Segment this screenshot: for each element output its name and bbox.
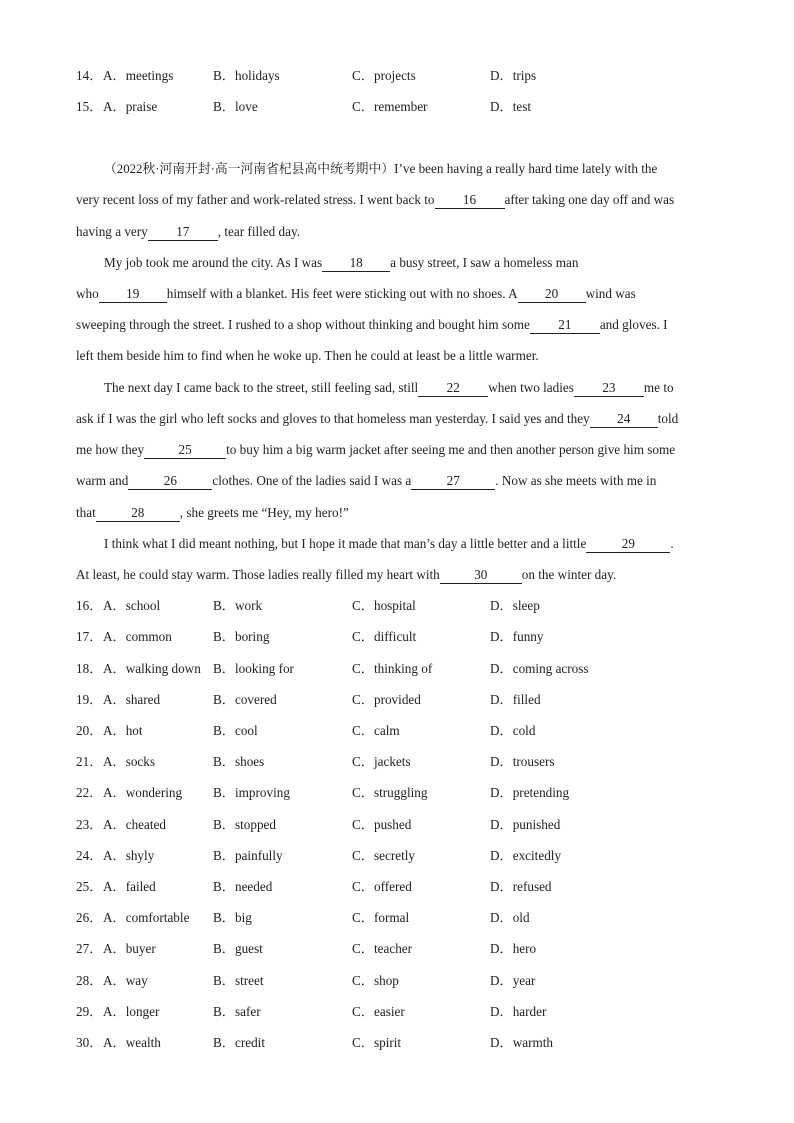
option-d: D．trips xyxy=(490,68,537,83)
option-d: D．refused xyxy=(490,879,552,894)
option-d: D．test xyxy=(490,99,532,114)
option-d: D．sleep xyxy=(490,598,540,613)
option-c: C．thinking of xyxy=(352,661,433,676)
blank-28: 28 xyxy=(96,505,180,522)
blank-22: 22 xyxy=(418,380,488,397)
blank-17: 17 xyxy=(148,224,218,241)
option-a: A．wondering xyxy=(103,785,183,800)
passage-line: very recent loss of my father and work-related stress. I went back to 16 after taking one day off and was xyxy=(76,192,675,207)
option-c: C．difficult xyxy=(352,629,417,644)
question-number: 28． xyxy=(76,973,103,988)
option-c: C．offered xyxy=(352,879,412,894)
passage-line: （2022秋·河南开封·高一河南省杞县高中统考期中）I’ve been having a really hard time lately with the xyxy=(104,161,658,176)
passage-line: warm and 26 clothes. One of the ladies said I was a 27 . Now as she meets with me in xyxy=(76,473,657,488)
option-b: B．looking for xyxy=(213,661,294,676)
option-a: A．cheated xyxy=(103,817,166,832)
blank-30: 30 xyxy=(440,567,522,584)
blank-18: 18 xyxy=(322,255,390,272)
question-number: 23． xyxy=(76,817,103,832)
option-a: A．meetings xyxy=(103,68,174,83)
blank-25: 25 xyxy=(144,442,226,459)
blank-16: 16 xyxy=(435,192,505,209)
passage-line: I think what I did meant nothing, but I hope it made that man’s day a little better and a little 29 . xyxy=(104,536,674,551)
option-c: C．projects xyxy=(352,68,416,83)
option-c: C．shop xyxy=(352,973,399,988)
option-a: A．socks xyxy=(103,754,156,769)
option-a: A．hot xyxy=(103,723,143,738)
option-b: B．safer xyxy=(213,1004,261,1019)
option-c: C．teacher xyxy=(352,941,413,956)
passage-line: who 19 himself with a blanket. His feet were sticking out with no shoes. A 20 wind was xyxy=(76,286,636,301)
option-b: B．work xyxy=(213,598,263,613)
option-b: B．painfully xyxy=(213,848,283,863)
option-d: D．cold xyxy=(490,723,536,738)
question-number: 19． xyxy=(76,692,103,707)
passage-source: （2022秋·河南开封·高一河南省杞县高中统考期中） xyxy=(104,162,395,176)
option-a: A．shared xyxy=(103,692,161,707)
option-a: A．comfortable xyxy=(103,910,190,925)
option-b: B．stopped xyxy=(213,817,277,832)
blank-29: 29 xyxy=(586,536,670,553)
option-b: B．street xyxy=(213,973,264,988)
blank-19: 19 xyxy=(99,286,167,303)
passage-line: having a very 17 , tear filled day. xyxy=(76,224,301,239)
option-c: C．calm xyxy=(352,723,400,738)
question-number: 16． xyxy=(76,598,103,613)
option-b: B．holidays xyxy=(213,68,280,83)
option-b: B．needed xyxy=(213,879,273,894)
option-c: C．formal xyxy=(352,910,410,925)
option-b: B．covered xyxy=(213,692,277,707)
option-b: B．shoes xyxy=(213,754,265,769)
question-number: 17． xyxy=(76,629,103,644)
blank-20: 20 xyxy=(518,286,586,303)
option-a: A．common xyxy=(103,629,172,644)
blank-26: 26 xyxy=(128,473,212,490)
question-number: 26． xyxy=(76,910,103,925)
option-a: A．shyly xyxy=(103,848,155,863)
passage-line: My job took me around the city. As I was 18 a busy street, I saw a homeless man xyxy=(104,255,579,270)
blank-23: 23 xyxy=(574,380,644,397)
option-d: D．hero xyxy=(490,941,537,956)
option-c: C．pushed xyxy=(352,817,412,832)
option-d: D．pretending xyxy=(490,785,570,800)
question-number: 20． xyxy=(76,723,103,738)
question-number: 15． xyxy=(76,99,103,114)
question-number: 21． xyxy=(76,754,103,769)
option-c: C．struggling xyxy=(352,785,428,800)
option-b: B．improving xyxy=(213,785,290,800)
option-d: D．harder xyxy=(490,1004,547,1019)
question-number: 30． xyxy=(76,1035,103,1050)
blank-24: 24 xyxy=(590,411,658,428)
option-d: D．filled xyxy=(490,692,541,707)
option-d: D．funny xyxy=(490,629,544,644)
option-d: D．punished xyxy=(490,817,561,832)
option-a: A．buyer xyxy=(103,941,156,956)
question-number: 25． xyxy=(76,879,103,894)
passage-line: ask if I was the girl who left socks and gloves to that homeless man yesterday. I said yes and they 24 told xyxy=(76,411,679,426)
option-b: B．love xyxy=(213,99,258,114)
question-number: 29． xyxy=(76,1004,103,1019)
option-c: C．hospital xyxy=(352,598,416,613)
option-c: C．jackets xyxy=(352,754,411,769)
option-d: D．old xyxy=(490,910,530,925)
option-a: A．longer xyxy=(103,1004,160,1019)
option-a: A．wealth xyxy=(103,1035,161,1050)
blank-27: 27 xyxy=(411,473,495,490)
option-d: D．trousers xyxy=(490,754,555,769)
question-number: 24． xyxy=(76,848,103,863)
option-d: D．excitedly xyxy=(490,848,562,863)
passage-line: The next day I came back to the street, still feeling sad, still 22 when two ladies 23 me to xyxy=(104,380,674,395)
option-a: A．praise xyxy=(103,99,158,114)
passage-line: left them beside him to find when he woke up. Then he could at least be a little warmer. xyxy=(76,348,539,363)
option-a: A．way xyxy=(103,973,148,988)
option-a: A．walking down xyxy=(103,661,201,676)
passage-line: sweeping through the street. I rushed to a shop without thinking and bought him some 21 and gloves. I xyxy=(76,317,668,332)
question-number: 18． xyxy=(76,661,103,676)
option-b: B．boring xyxy=(213,629,270,644)
option-d: D．coming across xyxy=(490,661,589,676)
passage-line: that 28 , she greets me “Hey, my hero!” xyxy=(76,505,349,520)
option-d: D．warmth xyxy=(490,1035,553,1050)
option-c: C．secretly xyxy=(352,848,415,863)
option-b: B．credit xyxy=(213,1035,266,1050)
option-d: D．year xyxy=(490,973,536,988)
option-b: B．cool xyxy=(213,723,258,738)
option-c: C．remember xyxy=(352,99,428,114)
question-number: 22． xyxy=(76,785,103,800)
question-number: 27． xyxy=(76,941,103,956)
question-number: 14． xyxy=(76,68,103,83)
option-b: B．guest xyxy=(213,941,263,956)
blank-21: 21 xyxy=(530,317,600,334)
option-a: A．failed xyxy=(103,879,156,894)
passage-line: me how they 25 to buy him a big warm jacket after seeing me and then another person give him some xyxy=(76,442,676,457)
option-c: C．easier xyxy=(352,1004,405,1019)
option-b: B．big xyxy=(213,910,252,925)
option-c: C．spirit xyxy=(352,1035,402,1050)
option-a: A．school xyxy=(103,598,161,613)
option-c: C．provided xyxy=(352,692,421,707)
passage-line: At least, he could stay warm. Those ladies really filled my heart with 30 on the winter day. xyxy=(76,567,617,582)
